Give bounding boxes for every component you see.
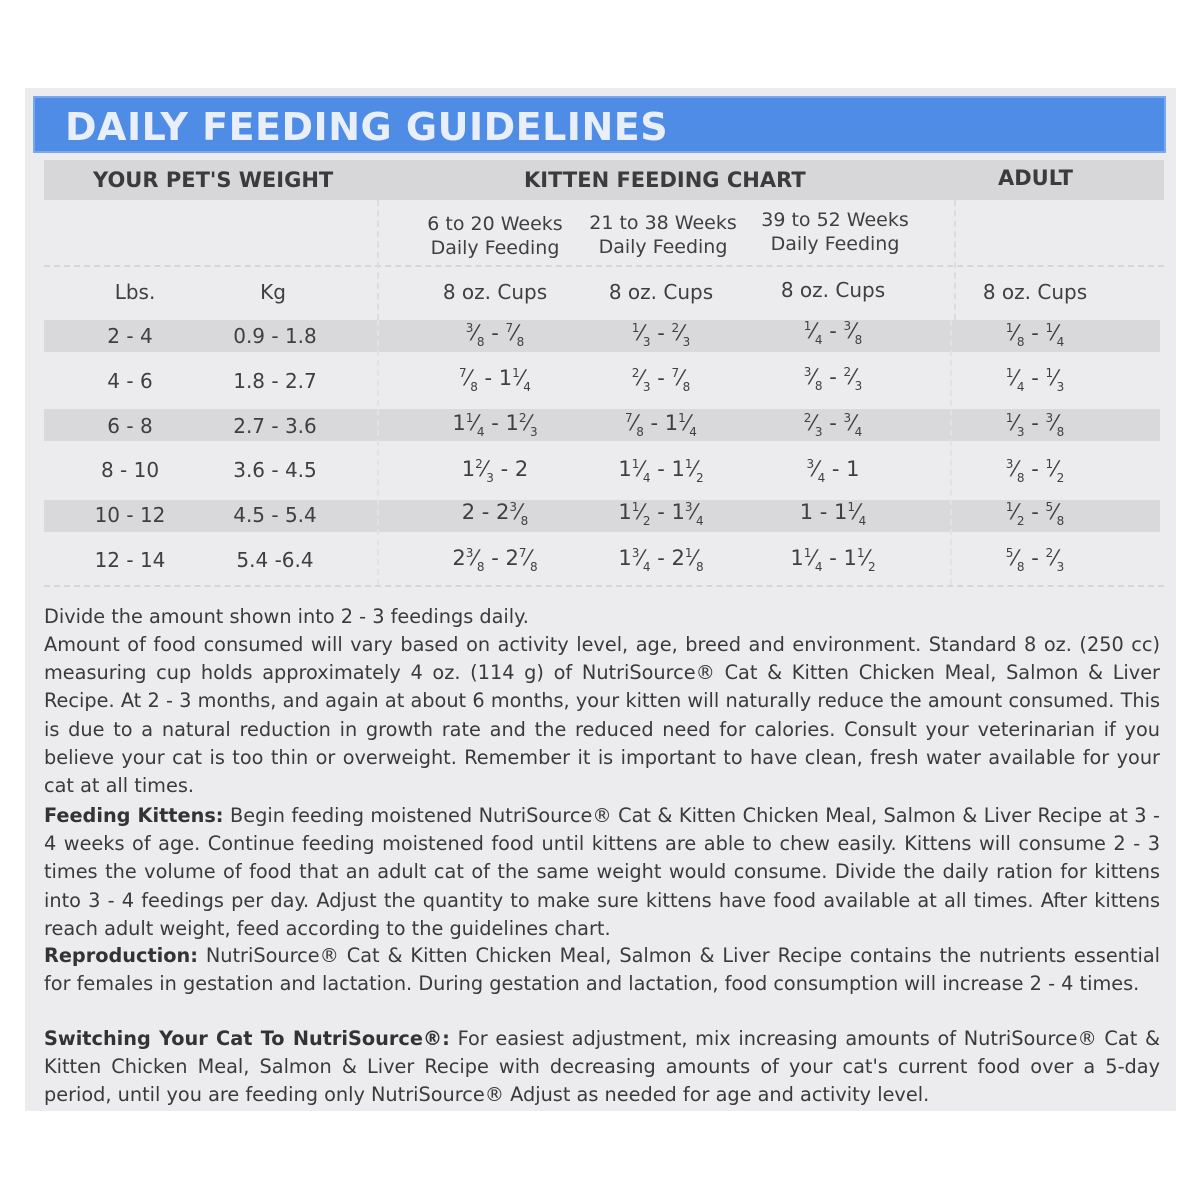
- cell-adult: $^5⁄_8$ - $^2⁄_3$: [1005, 546, 1065, 574]
- header-pet-weight: YOUR PET'S WEIGHT: [93, 168, 334, 192]
- cell-k1: $2 - 2^3⁄_8$: [461, 500, 529, 528]
- divider: [954, 200, 956, 320]
- cell-kg: 1.8 - 2.7: [233, 369, 317, 393]
- cell-k1: $^3⁄_8$ - $^7⁄_8$: [465, 321, 525, 349]
- note-feeding-kittens: [44, 802, 1160, 943]
- cell-lbs: 4 - 6: [107, 369, 153, 393]
- unit-lbs: Lbs.: [114, 280, 156, 304]
- subheader-39-52-weeks: [750, 208, 920, 256]
- cell-k2: $1^1⁄_2$ - $1^3⁄_4$: [618, 500, 704, 528]
- cell-kg: 5.4 -6.4: [236, 548, 314, 572]
- cell-k1: $2^3⁄_8$ - $2^7⁄_8$: [452, 546, 538, 574]
- cell-adult: $^3⁄_8$ - $^1⁄_2$: [1005, 457, 1065, 485]
- note-amount: Amount of food consumed will vary based on activity level, age, breed and environment. Standard 8 oz. (250 cc) measuring cup holds approximately 4 oz. (114 g) of NutriSource® Cat & Kitten Chicken Meal, Salmon & Liver Recipe. At 2 - 3 months, and again at about 6 months, your kitten will naturally reduce the amount consumed. This is due to a natural reduction in growth rate and the reduced need for calories. Consult your veterinarian if you believe your cat is too thin or overweight. Remember it is important to have clean, fresh water available for your cat at all times.: [44, 633, 1160, 798]
- cell-k1: $^7⁄_8$ - $1^1⁄_4$: [459, 366, 531, 394]
- divider: [950, 320, 952, 585]
- divider: [377, 320, 379, 585]
- subheader-line1: 39 to 52 Weeks: [761, 209, 909, 231]
- feeding-kittens-label: Feeding Kittens:: [44, 804, 224, 827]
- note-switching: [44, 1025, 1160, 1110]
- subheader-line2: Daily Feeding: [430, 237, 560, 259]
- cell-k2: $^7⁄_8$ - $1^1⁄_4$: [625, 411, 697, 439]
- page-title: DAILY FEEDING GUIDELINES: [65, 105, 669, 149]
- cell-kg: 2.7 - 3.6: [233, 414, 317, 438]
- cell-lbs: 8 - 10: [100, 458, 160, 482]
- cell-k3: $^3⁄_4 - 1$: [806, 457, 860, 485]
- subheader-line1: 21 to 38 Weeks: [589, 212, 737, 234]
- cell-k3: $^1⁄_4$ - $^3⁄_8$: [803, 319, 863, 347]
- cell-kg: 0.9 - 1.8: [233, 324, 317, 348]
- subheader-line2: Daily Feeding: [598, 236, 728, 258]
- cell-k3: $^3⁄_8$ - $^2⁄_3$: [803, 365, 863, 393]
- cell-k1: $1^2⁄_3 - 2$: [461, 457, 529, 485]
- note-reproduction: [44, 942, 1160, 998]
- unit-cups-adult: 8 oz. Cups: [982, 280, 1088, 304]
- subheader-6-20-weeks: [410, 212, 580, 260]
- divider: [44, 585, 1164, 587]
- unit-kg: Kg: [260, 280, 286, 304]
- cell-lbs: 2 - 4: [107, 324, 153, 348]
- switching-text: For easiest adjustment, mix increasing amounts of NutriSource® Cat & Kitten Chicken Meal, Salmon & Liver Recipe with decreasing amounts of your cat's current food over a 5-day period, until you are feeding only NutriSource® Adjust as needed for age and activity level.: [44, 1027, 1161, 1107]
- cell-k3: $^2⁄_3$ - $^3⁄_4$: [803, 411, 863, 439]
- cell-lbs: 6 - 8: [107, 414, 153, 438]
- title-bar: [33, 96, 1166, 153]
- divider: [44, 265, 1164, 267]
- cell-lbs: 10 - 12: [94, 503, 166, 527]
- cell-lbs: 12 - 14: [94, 548, 166, 572]
- note-divide: Divide the amount shown into 2 - 3 feedings daily.: [44, 605, 529, 628]
- unit-cups-k3: 8 oz. Cups: [780, 278, 886, 302]
- subheader-21-38-weeks: [578, 211, 748, 259]
- unit-cups-k2: 8 oz. Cups: [608, 280, 714, 304]
- cell-adult: $^1⁄_8$ - $^1⁄_4$: [1005, 321, 1065, 349]
- reproduction-label: Reproduction:: [44, 944, 198, 967]
- cell-kg: 3.6 - 4.5: [233, 458, 317, 482]
- subheader-line2: Daily Feeding: [770, 233, 900, 255]
- cell-k2: $^2⁄_3$ - $^7⁄_8$: [631, 366, 691, 394]
- cell-k3: $1^1⁄_4$ - $1^1⁄_2$: [790, 546, 876, 574]
- cell-k3: $1 - 1^1⁄_4$: [799, 500, 867, 528]
- unit-cups-k1: 8 oz. Cups: [442, 280, 548, 304]
- switching-label: Switching Your Cat To NutriSource®:: [44, 1027, 450, 1050]
- cell-k2: $1^1⁄_4$ - $1^1⁄_2$: [618, 457, 704, 485]
- divider: [377, 200, 379, 320]
- cell-k1: $1^1⁄_4$ - $1^2⁄_3$: [452, 411, 538, 439]
- cell-k2: $^1⁄_3$ - $^2⁄_3$: [631, 321, 691, 349]
- cell-adult: $^1⁄_3$ - $^3⁄_8$: [1005, 411, 1065, 439]
- cell-adult: $^1⁄_4$ - $^1⁄_3$: [1005, 366, 1065, 394]
- header-kitten-chart: KITTEN FEEDING CHART: [524, 168, 806, 192]
- cell-k2: $1^3⁄_4$ - $2^1⁄_8$: [618, 546, 704, 574]
- cell-adult: $^1⁄_2$ - $^5⁄_8$: [1005, 500, 1065, 528]
- feeding-kittens-text: Begin feeding moistened NutriSource® Cat & Kitten Chicken Meal, Salmon & Liver Recipe at 3 - 4 weeks of age. Continue feeding moistened food until kittens are able to chew easily. Kittens will consume 2 - 3 times the volume of food that an adult cat of the same weight would consume. Divide the daily ration for kittens into 3 - 4 feedings per day. Adjust the quantity to make sure kittens have food available at all times. After kittens reach adult weight, feed according to the guidelines chart.: [44, 804, 1161, 940]
- cell-kg: 4.5 - 5.4: [233, 503, 317, 527]
- header-adult: ADULT: [998, 166, 1073, 190]
- reproduction-text: NutriSource® Cat & Kitten Chicken Meal, Salmon & Liver Recipe contains the nutrients essential for females in gestation and lactation. During gestation and lactation, food consumption will increase 2 - 4 times.: [44, 944, 1160, 996]
- subheader-line1: 6 to 20 Weeks: [427, 213, 563, 235]
